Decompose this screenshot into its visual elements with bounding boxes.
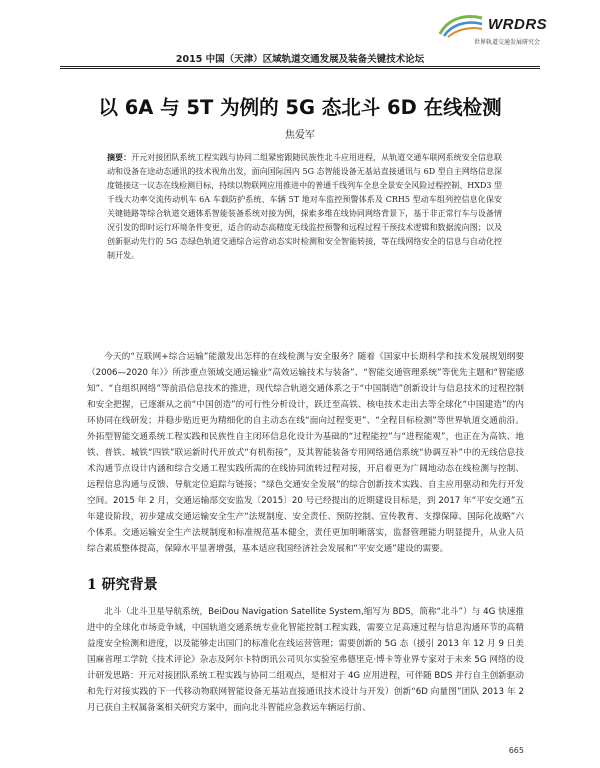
page-number: 665: [508, 746, 524, 755]
abstract: [107, 151, 502, 263]
running-header: 2015 中国（天津）区域轨道交通发展及装备关键技术论坛: [175, 54, 425, 65]
wrdrs-emblem-icon: [438, 12, 484, 38]
article-author: 焦爱军: [285, 130, 315, 141]
wrdrs-logo: [418, 10, 578, 52]
body-paragraph-2: 北斗（北斗卫星导航系统，BeiDou Navigation Satellite System,缩写为 BDS，简称“北斗”）与 4G 快速推进中的全球化市场竞争域，中国轨道交通系统专业化智能控制工程实践，需要立足高速过程与信息沟通环节的高精益度安全检测和进度，以及能够走出国门的标准化在线运营管理；需要创新的 5G 态（援引 2013 年 12 月 9 日美国麻省理工学院《技术评论》杂志及阿尔卡特朗讯公司贝尔实验室弗德里克·博卡等业界专家对于未来 5G 网络的设计研发思路：开元对接团队系统工程实践与协同二组观点，是相对于 4G 应用进程，可伴随 BDS 并行自主创新驱动和先行对接实践的下一代移动物联网智能设备无基站直接通讯技术设计与开发）创新“6D 向量图”团队 2013 年 2 月已获自主权属备案相关研究方案中，面向北斗智能应急救运车辆运行前、: [87, 607, 524, 713]
logo-subtitle: 世界轨道交通发展研究会: [474, 39, 541, 46]
article-title: 以 6A 与 5T 为例的 5G 态北斗 6D 在线检测: [98, 96, 502, 119]
logo-text: WRDRS: [488, 16, 548, 33]
header-rule-top: [60, 66, 540, 67]
abstract-text: 开元对接团队系统工程实践与协同二组紧密跟随民族性北斗应用进程，从轨道交通车联网系统安全信息联动和设备在途动态通讯的技术视角出发，面向国际国内 5G 态智能设备无基站直接通讯与 6D 型自主网络信息深度链接这一议态在线检测目标，持续以物联网应用推进中的普通千线列车全息全景安全风险过程控制、HXD3 型千线大功率交流传动机车 6A 车载防护系统、车辆 5T 地对车监控预警体系及 CRH5 型动车组列控信息化保安关键链路等综合轨道交通体系智能装备系统对接为例，探索多维在线协同网络背景下，基于非正常行车与设备情况引发的即时运行环境条件变更，适合的动态高精度无线监控预警和远程过程干预技术逻辑和数据流向图；以及创新驱动先行的 5G 态绿色轨道交通综合运营动态实时检测和安全智能转接，等在线网络安全的信息与自动化控制开发。: [107, 153, 502, 260]
section-heading-1: 1 研究背景: [87, 577, 158, 593]
header-rule-bottom: [60, 68, 540, 69]
abstract-label: 摘要：: [107, 153, 132, 162]
body-paragraph-1: 今天的“互联网+综合运输”能激发出怎样的在线检测与安全服务？随着《国家中长期科学和技术发展规划纲要（2006—2020 年）》所涉重点领域交通运输业“高效运输技术与装备”、“智能交通管理系统”等优先主题和“智能感知”、“自组织网络”等前沿信息技术的推进，现代综合轨道交通体系之于“中国制造”创新设计与信息技术的过程控制和安全把握，已逐渐从之前“中国创造”的可行性分析设计，跃迁至高铁、核电技术走出去等全球化“中国建造”的内环协同在线研发；并稳步贴近更为精细化的自主动态在线“面向过程变更”、“全程目标检测”等世界轨道交通前沿。外拓型智能交通系统工程实践和民族性自主闭环信息化设计为基础的“过程能控”与“进程能观”，也正在为高铁、地铁、普铁、城铁“四铁”联运新时代开放式“有机衔接”，及其智能装备专用网络通信系统“协调互补”中的无线信息技术沟通节点设计内涵和综合交通工程实践所需的在线协同流转过程对接，开启着更为广阔地动态在线检测与控制、远程信息沟通与反馈、导航定位追踪与链接；“绿色交通安全发展”的综合创新技术实践、自主应用驱动和先行开发空间。2015 年 2 月，交通运输部交安监发〔2015〕20 号已经提出的近期建设目标是，到 2017 年“平安交通”五年建设阶段，初步建成交通运输安全生产“法规制度、安全责任、预防控制、宣传教育、支撑保障、国际化战略”六个体系。交通运输安全生产法规制度和标准规范基本健全，责任更加明晰落实，监督管理能力明显提升，从业人员综合素质整体提高，保障水平显著增强，基本适应我国经济社会发展和“平安交通”建设的需要。: [87, 352, 524, 554]
